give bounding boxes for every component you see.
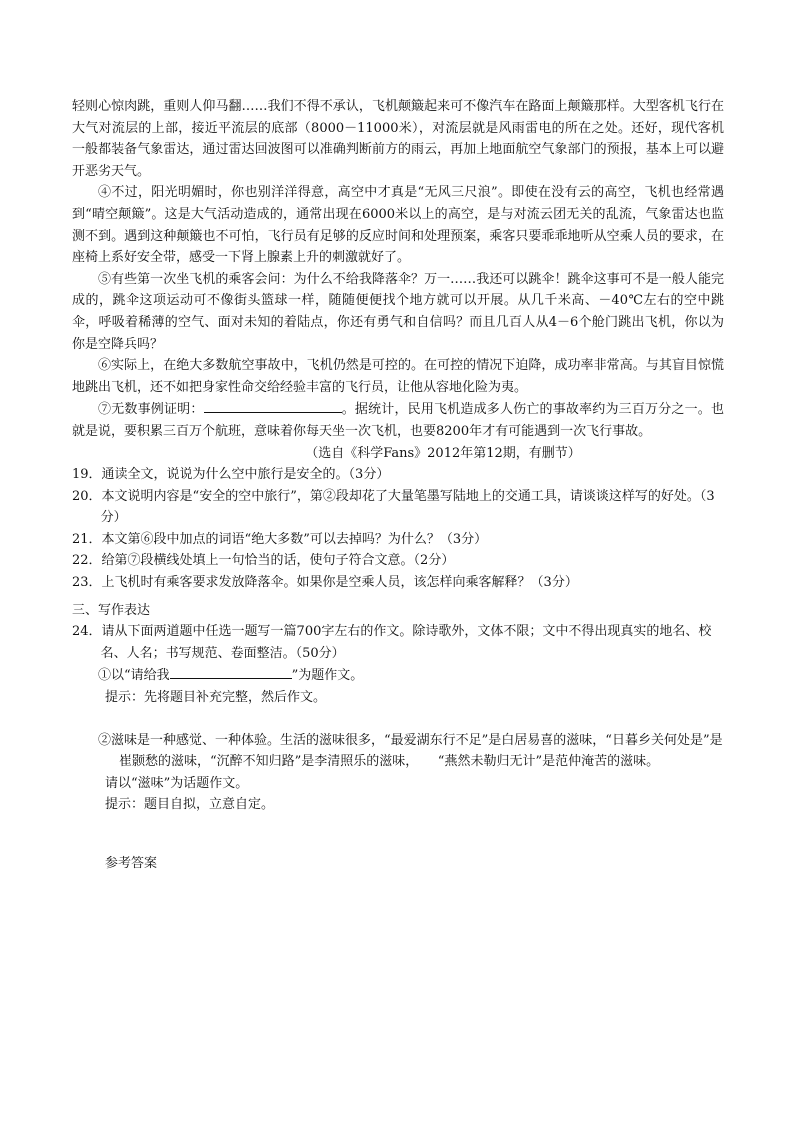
p7-lead: ⑦无数事例证明： bbox=[98, 402, 204, 418]
question-19: 19．通读全文，说说为什么空中旅行是安全的。（3分） bbox=[72, 467, 390, 483]
option-1-rest: ”为题作文。 bbox=[291, 668, 364, 684]
question-23: 23．上飞机时有乘客要求发放降落伞。如果你是空乘人员，该怎样向乘客解释？（3分） bbox=[72, 575, 578, 591]
passage-source: （选自《科学Fans》2012年第12期，有删节） bbox=[305, 445, 581, 461]
question-21: 21．本文第⑥段中加点的词语“绝大多数”可以去掉吗？为什么？（3分） bbox=[72, 531, 488, 547]
question-20: 20．本文说明内容是“安全的空中旅行”，第②段却花了大量笔墨写陆地上的交通工具，请谈谈这样写的好处。（3分） bbox=[72, 488, 715, 526]
p7-fill-blank[interactable] bbox=[204, 398, 342, 413]
exam-page bbox=[72, 96, 724, 875]
question-22: 22．给第⑦段横线处填上一句恰当的话，使句子符合文意。（2分） bbox=[72, 553, 455, 569]
writing-option-2-requirement: 请以“滋味”为话题作文。 bbox=[105, 775, 249, 791]
p7-rest: 。据统计，民用飞机造成多人伤亡的事故率约为三百万分之一。也就是说，要积累三百万个航班，意味着你每天坐一次飞机，也要8200年才有可能遇到一次飞行事故。 bbox=[72, 402, 724, 439]
writing-option-2-tip: 提示：题目自拟，立意自定。 bbox=[105, 797, 275, 813]
passage-paragraph-4: ④不过，阳光明媚时，你也别洋洋得意，高空中才真是“无风三尺浪”。即使在没有云的高空，飞机也经常遇到“晴空颠簸”。这是大气活动造成的，通常出现在6000米以上的高空，是与对流云团无关的乱流，气象雷达也监测不到。遇到这种颠簸也不可怕，飞行员有足够的反应时间和处理预案，乘客只要乖乖地听从空乘人员的要求，在座椅上系好安全带，感受一下肾上腺素上升的刺激就好了。 bbox=[72, 185, 724, 266]
question-24: 24．请从下面两道题中任选一题写一篇700字左右的作文。除诗歌外，文体不限；文中不得出现真实的地名、校名、人名；书写规范、卷面整洁。（50分） bbox=[72, 624, 712, 661]
writing-option-1 bbox=[72, 664, 724, 687]
writing-option-1-tip: 提示：先将题目补充完整，然后作文。 bbox=[105, 690, 327, 706]
reference-answer-label: 参考答案 bbox=[105, 856, 158, 871]
spacer bbox=[72, 816, 724, 837]
writing-option-2: ②滋味是一种感觉、一种体验。生活的滋味很多，“最爱湖东行不足”是白居易喜的滋味，“日暮乡关何处是”是崔颢愁的滋味，“沉醉不知归路”是李清照乐的滋味， “燕然未勒归无计”是范仲淹苦的滋味。 bbox=[98, 732, 723, 770]
option-1-title-blank[interactable] bbox=[170, 664, 292, 679]
passage-paragraph-3-tail: 轻则心惊肉跳，重则人仰马翻……我们不得不承认，飞机颠簸起来可不像汽车在路面上颠簸那样。大型客机飞行在大气对流层的上部，接近平流层的底部（8000－11000米），对流层就是风雨雷电的所在之处。还好，现代客机一般都装备气象雷达，通过雷达回波图可以准确判断前方的雨云，再加上地面航空气象部门的预报，基本上可以避开恶劣天气。 bbox=[72, 99, 724, 179]
section-heading-writing: 三、写作表达 bbox=[72, 602, 151, 618]
passage-paragraph-6: ⑥实际上，在绝大多数航空事故中，飞机仍然是可控的。在可控的情况下迫降，成功率非常高。与其盲目惊慌地跳出飞机，还不如把身家性命交给经验丰富的飞行员，让他从容地化险为夷。 bbox=[72, 358, 724, 395]
passage-paragraph-7 bbox=[72, 398, 724, 442]
passage-paragraph-5: ⑤有些第一次坐飞机的乘客会问：为什么不给我降落伞？万一……我还可以跳伞！跳伞这事可不是一般人能完成的，跳伞这项运动可不像街头篮球一样，随随便便找个地方就可以开展。从几千米高、－40℃左右的空中跳伞，呼吸着稀薄的空气、面对未知的着陆点，你还有勇气和自信吗？而且几百人从4－6个舱门跳出飞机，你以为你是空降兵吗？ bbox=[72, 271, 724, 352]
option-1-lead: ①以“请给我 bbox=[98, 668, 170, 684]
spacer bbox=[72, 709, 724, 730]
